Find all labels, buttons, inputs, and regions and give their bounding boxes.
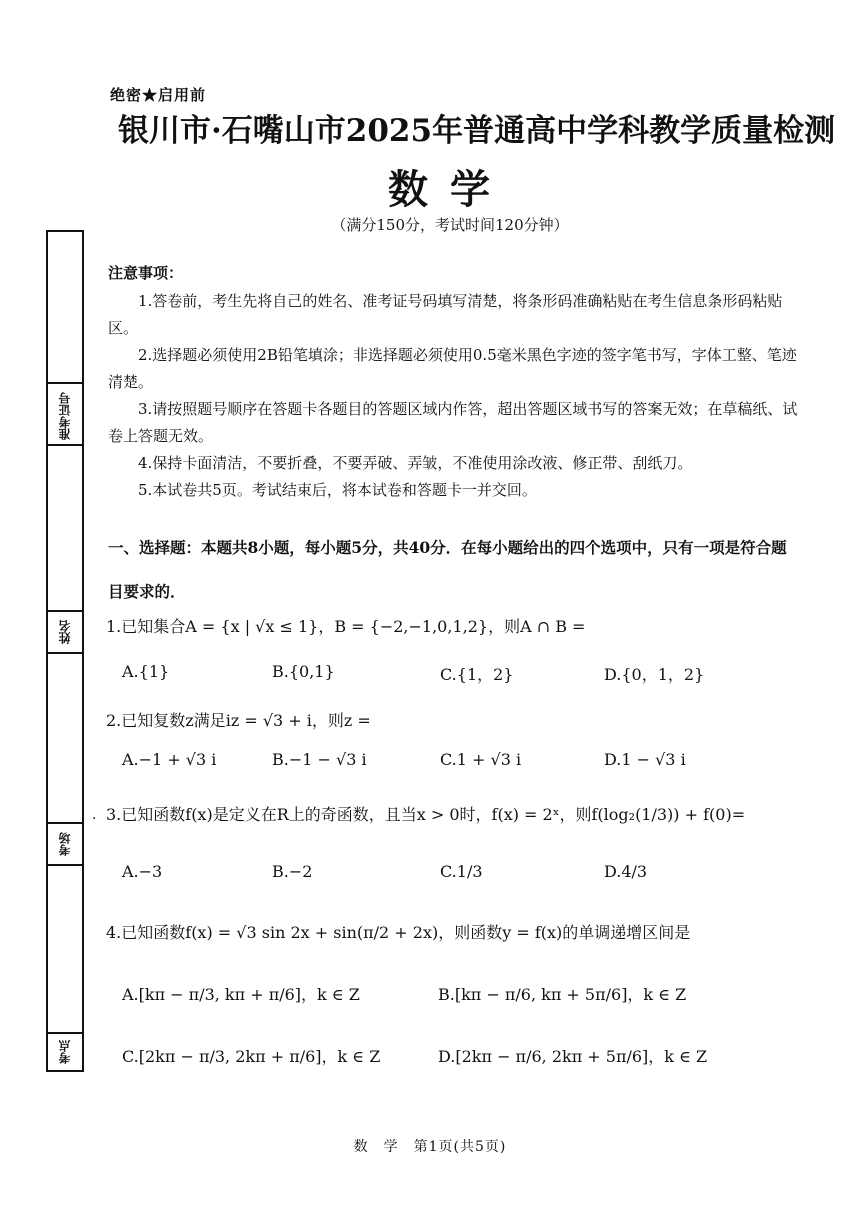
question-4-option-b: B.[kπ − π/6, kπ + 5π/6]，k ∈ Z: [438, 985, 687, 1004]
question-3-option-c: C.1/3: [440, 862, 483, 881]
question-3-stem: 3.已知函数f(x)是定义在R上的奇函数，且当x > 0时，f(x) = 2ˣ，则f(log₂(1/3)) + f(0)=: [106, 805, 746, 824]
question-2-option-a: A.−1 + √3 i: [122, 750, 217, 769]
question-1-option-d: D.{0，1，2}: [604, 665, 705, 684]
strip-divider: [48, 1032, 82, 1034]
notice-item: 5.本试卷共5页。考试结束后，将本试卷和答题卡一并交回。: [138, 481, 537, 499]
notice-item: 3.请按照题号顺序在答题卡各题目的答题区域内作答，超出答题区域书写的答案无效；在草稿纸、试卷上答题无效。: [108, 400, 798, 445]
question-3-option-a: A.−3: [122, 862, 163, 881]
strip-divider: [48, 444, 82, 446]
margin-dot: ·: [92, 811, 97, 827]
notice-list: [108, 288, 798, 504]
secret-label: 绝密★启用前: [110, 86, 207, 104]
notice-item: 4.保持卡面清洁，不要折叠，不要弄破、弄皱，不准使用涂改液、修正带、刮纸刀。: [138, 454, 693, 472]
notice-item: 1.答卷前，考生先将自己的姓名、准考证号码填写清楚，将条形码准确粘贴在考生信息条形码粘贴区。: [108, 292, 783, 337]
question-2-stem: 2.已知复数z满足iz = √3 + i，则z =: [106, 711, 371, 730]
question-1-option-a: A.{1}: [122, 662, 170, 681]
question-1-option-b: B.{0,1}: [272, 662, 335, 681]
question-4-stem: 4.已知函数f(x) = √3 sin 2x + sin(π/2 + 2x)，则函数y = f(x)的单调递增区间是: [106, 923, 691, 942]
strip-label-room: 考场: [58, 832, 72, 856]
strip-divider: [48, 652, 82, 654]
question-4-option-d: D.[2kπ − π/6, 2kπ + 5π/6]，k ∈ Z: [438, 1047, 708, 1066]
notice-item: 2.选择题必须使用2B铅笔填涂；非选择题必须使用0.5毫米黑色字迹的签字笔书写，字体工整、笔迹清楚。: [108, 346, 797, 391]
subject-title: 数学: [388, 166, 512, 213]
binding-strip: [46, 230, 84, 1072]
question-4-option-a: A.[kπ − π/3, kπ + π/6]，k ∈ Z: [122, 985, 360, 1004]
question-1-option-c: C.{1，2}: [440, 665, 514, 684]
exam-note: （满分150分，考试时间120分钟）: [331, 216, 569, 234]
question-3-option-d: D.4/3: [604, 862, 648, 881]
exam-title: 银川市·石嘴山市2025年普通高中学科教学质量检测: [118, 113, 836, 149]
question-2-option-d: D.1 − √3 i: [604, 750, 686, 769]
strip-label-site: 考点: [58, 1040, 72, 1064]
page-footer: 数 学 第1页(共5页): [353, 1139, 507, 1155]
question-2-option-c: C.1 + √3 i: [440, 750, 522, 769]
question-4-option-c: C.[2kπ − π/3, 2kπ + π/6]，k ∈ Z: [122, 1047, 381, 1066]
notice-title: 注意事项：: [108, 264, 184, 282]
strip-divider: [48, 822, 82, 824]
question-1-stem: 1.已知集合A = {x | √x ≤ 1}，B = {−2,−1,0,1,2}，则A ∩ B =: [106, 617, 586, 636]
question-2-option-b: B.−1 − √3 i: [272, 750, 367, 769]
strip-divider: [48, 864, 82, 866]
section-heading: 一、选择题：本题共8小题，每小题5分，共40分．在每小题给出的四个选项中，只有一项是符合题目要求的．: [108, 538, 787, 601]
strip-divider: [48, 382, 82, 384]
strip-label-exam-number: 准考证号: [58, 392, 72, 440]
question-3-option-b: B.−2: [272, 862, 313, 881]
strip-label-name: 姓名: [58, 620, 72, 644]
strip-divider: [48, 610, 82, 612]
